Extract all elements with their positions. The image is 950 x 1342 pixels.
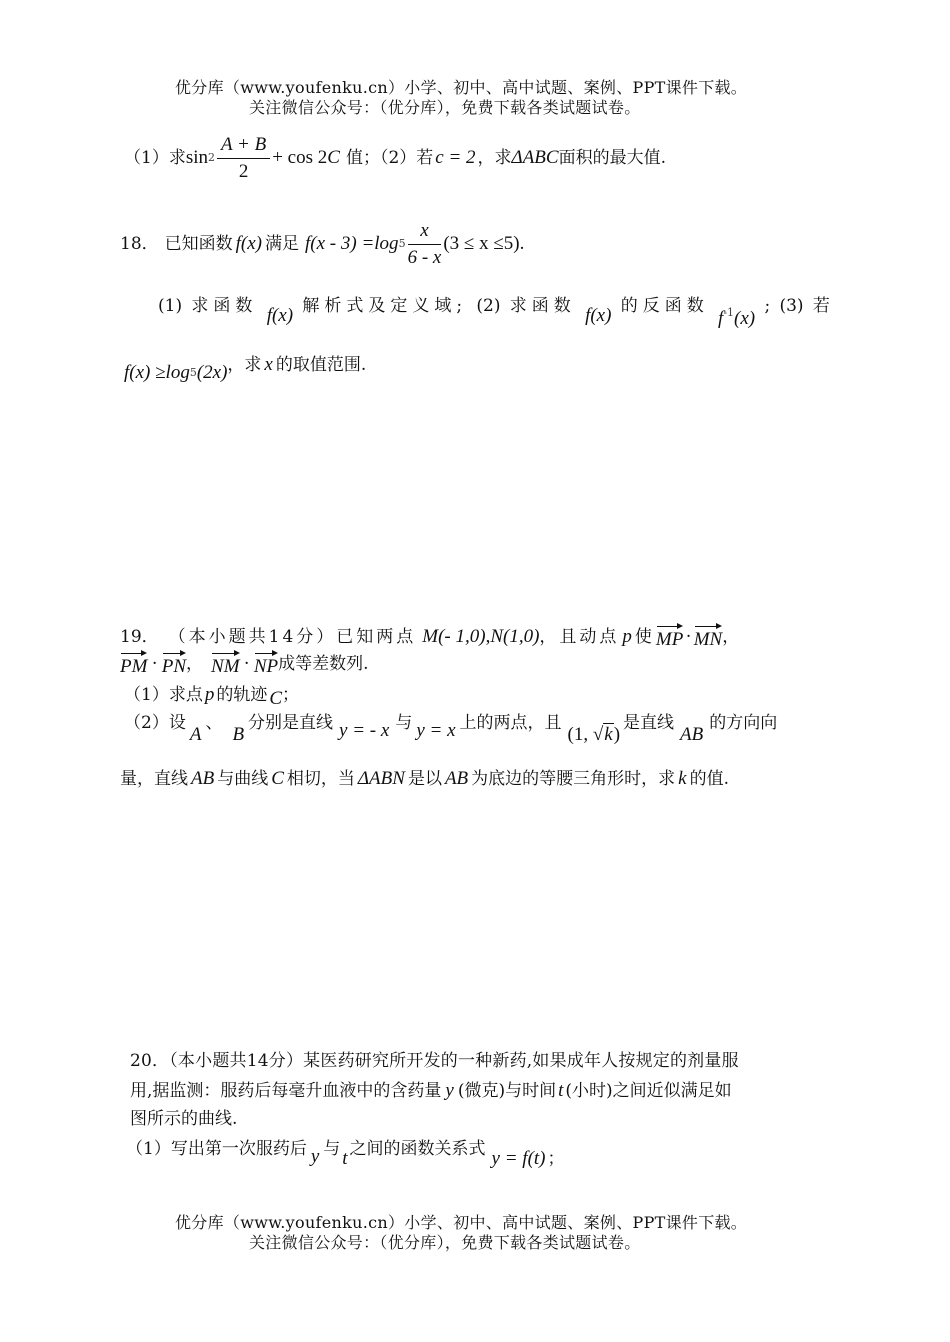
q19-dot-1: · — [685, 626, 692, 647]
q19-comma: , — [485, 626, 491, 647]
q19-AB: AB — [680, 724, 704, 745]
q17-tail3: 面积的最大值. — [558, 148, 666, 168]
q19-dir-close: ) — [613, 724, 621, 745]
q19-p2-text3: 是直线 — [623, 713, 675, 733]
q18-p3-label: (3) — [779, 296, 804, 316]
q18-log-base: 5 — [398, 237, 406, 250]
q19-p2-text: 分别是直线 — [248, 713, 334, 733]
q18-number: 18． — [120, 234, 159, 254]
q19-line-2 — [120, 650, 369, 678]
q20-line-3: 图所示的曲线. — [130, 1109, 238, 1129]
q18-fx: f(x) — [235, 233, 263, 254]
footer-line-1: 优分库（www.youfenku.cn）小学、初中、高中试题、案例、PPT课件下载。 — [175, 1213, 748, 1232]
q17-sin: sin — [185, 147, 209, 168]
q17-frac-den: 2 — [238, 160, 249, 182]
q19-M: M(- 1,0) — [422, 626, 486, 647]
q19-line-3 — [124, 680, 299, 710]
q20-p1-yu: 与 — [323, 1139, 341, 1159]
q19-vec-NM: NM — [211, 650, 240, 678]
q18-ineq-arg: (2x) — [196, 362, 228, 383]
q19-p1-text: 的轨迹 — [216, 685, 268, 705]
q18-line-1 — [120, 218, 524, 270]
q18-p2-label: (2) — [476, 296, 501, 316]
q19-p2-text2: 上的两点，且 — [459, 713, 562, 733]
q20-y: y — [445, 1080, 454, 1101]
q17-triangle: ΔABC — [511, 147, 559, 168]
q17-frac-num: A + B — [217, 134, 270, 159]
q19-vec-MN: MN — [694, 623, 723, 651]
q18-domain: (3 ≤ x ≤5). — [443, 233, 525, 254]
q17-plus-cos: + cos 2 — [272, 147, 328, 168]
q19-vec-PN: PN — [162, 650, 186, 678]
q19-l3-AB: AB — [191, 768, 215, 789]
q18-inv-f: f — [718, 308, 724, 329]
q20-line2b: (微克)与时间 — [457, 1081, 557, 1101]
q19-p2-text4: 的方向向 — [709, 713, 778, 733]
q19-yu: 与 — [395, 713, 413, 733]
q19-p1-C: C — [269, 688, 283, 709]
q18-inv-arg: (x) — [734, 308, 756, 329]
q19-line-4 — [124, 712, 830, 748]
q17-sin-exp: 2 — [208, 151, 216, 164]
q18-frac-den: 6 - x — [407, 246, 442, 268]
q17-c-eq: c = 2 — [435, 147, 476, 168]
q17-line — [124, 130, 666, 186]
q20-p1-t: t — [342, 1148, 348, 1169]
q19-dot-3: · — [243, 653, 250, 674]
q19-dir-k: k — [604, 724, 613, 745]
q19-line-5 — [120, 764, 729, 794]
q19-dir-open: (1, — [567, 724, 589, 745]
q20-line2c: (小时)之间近似满足如 — [565, 1081, 732, 1101]
q19-seq: 成等差数列. — [278, 654, 369, 674]
q19-dun: 、 — [205, 713, 223, 733]
q18-line-3 — [124, 348, 366, 382]
q18-p2-tail: 的反函数 — [620, 296, 709, 316]
footer-line-2: 关注微信公众号：（优分库），免费下载各类试题试卷。 — [249, 1233, 641, 1252]
q19-l3-a: 量，直线 — [120, 769, 188, 789]
q19-p1-p: p — [204, 684, 215, 705]
q18-line-2 — [158, 284, 830, 328]
q20-line-1: 20．（本小题共14分）某医药研究所开发的一种新药,如果成年人按规定的剂量服 — [130, 1051, 739, 1071]
q20-p1-formula: y = f(t) — [491, 1148, 546, 1169]
q20-t: t — [558, 1080, 564, 1101]
q18-inverse — [718, 302, 755, 330]
q19-p1-end: ； — [282, 685, 300, 705]
q19-l3-C: C — [271, 768, 284, 789]
q18-p1-text: 求函数 — [191, 296, 258, 316]
q18-range-tail: 的取值范围. — [275, 355, 367, 375]
header-line-1: 优分库（www.youfenku.cn）小学、初中、高中试题、案例、PPT课件下载。 — [175, 78, 748, 97]
q19-cond: ，且动点 — [539, 627, 620, 647]
q17-tail2: ，求 — [477, 148, 512, 168]
q19-direction-vector: (1, √k) — [567, 724, 621, 745]
q18-ineq-left: f(x) ≥log — [124, 362, 190, 383]
q19-l3-tri: ΔABN — [357, 768, 405, 789]
q18-p2-fx: f(x) — [585, 305, 612, 326]
q18-p2-text: 求函数 — [509, 296, 576, 316]
q19-sep-1: ， — [722, 627, 740, 647]
q18-satisfies: 满足 — [265, 234, 300, 254]
q19-vec-PM: PM — [120, 650, 147, 678]
q18-intro: 已知函数 — [164, 234, 233, 254]
q20-p1-end: ； — [547, 1149, 565, 1169]
q20-line2a: 用,据监测：服药后每毫升血液中的含药量 — [130, 1081, 442, 1101]
q18-fraction — [408, 220, 442, 269]
q19-line-eq-2: y = x — [416, 720, 456, 741]
q19-vec-MP: MP — [656, 623, 683, 651]
q19-p1-label: （1）求点 — [124, 685, 203, 705]
q19-N: N(1,0) — [490, 626, 540, 647]
q17-part1-label: （1）求 — [124, 148, 186, 168]
q20-line-4 — [126, 1138, 565, 1176]
q19-dot-2: · — [151, 653, 158, 674]
q19-l3-AB2: AB — [444, 768, 469, 789]
q17-fraction — [217, 134, 270, 183]
q19-l3-f: 的值. — [689, 769, 730, 789]
q20-p1-y: y — [310, 1146, 320, 1167]
q18-p3-sep: ; — [764, 296, 771, 316]
q18-frac-num: x — [408, 220, 442, 245]
q18-p3-text: 若 — [812, 296, 830, 316]
q20-line-2 — [130, 1078, 732, 1104]
q19-B: B — [232, 724, 245, 745]
q19-cond2: 使 — [634, 627, 652, 647]
q18-inv-exp: -1 — [723, 306, 735, 319]
q17-C: C — [327, 147, 340, 168]
q19-p2-label: （2）设 — [124, 713, 186, 733]
q19-sep-2: ， — [186, 654, 204, 674]
q18-p1-tail: 解析式及定义域; — [302, 296, 468, 316]
q18-p1-label: (1) — [158, 296, 183, 316]
q19-score: （本小题共14分）已知两点 — [168, 627, 417, 647]
q19-l3-b: 与曲线 — [217, 769, 269, 789]
q18-x: x — [264, 354, 273, 375]
q20-p1-text: 之间的函数关系式 — [349, 1139, 486, 1159]
q18-ineq-tail: ，求 — [227, 355, 262, 375]
q18-f-shift: f(x - 3) =log — [305, 233, 399, 254]
q19-line-eq-1: y = - x — [339, 720, 390, 741]
q19-line-1 — [120, 620, 830, 654]
q19-l3-e: 为底边的等腰三角形时，求 — [471, 769, 676, 789]
q19-p: p — [622, 626, 632, 647]
q18-p1-fx: f(x) — [266, 305, 294, 326]
q19-A: A — [189, 724, 202, 745]
q19-vec-NP: NP — [254, 650, 278, 678]
q18-ineq-base: 5 — [189, 366, 197, 379]
q19-l3-d: 是以 — [407, 769, 442, 789]
header-line-2: 关注微信公众号：（优分库），免费下载各类试题试卷。 — [249, 98, 641, 117]
q19-l3-c: 相切，当 — [286, 769, 355, 789]
q17-tail1: 值；（2）若 — [345, 148, 434, 168]
q19-l3-k: k — [678, 768, 687, 789]
q19-number: 19． — [120, 627, 159, 647]
q20-p1-label: （1）写出第一次服药后 — [126, 1139, 307, 1159]
